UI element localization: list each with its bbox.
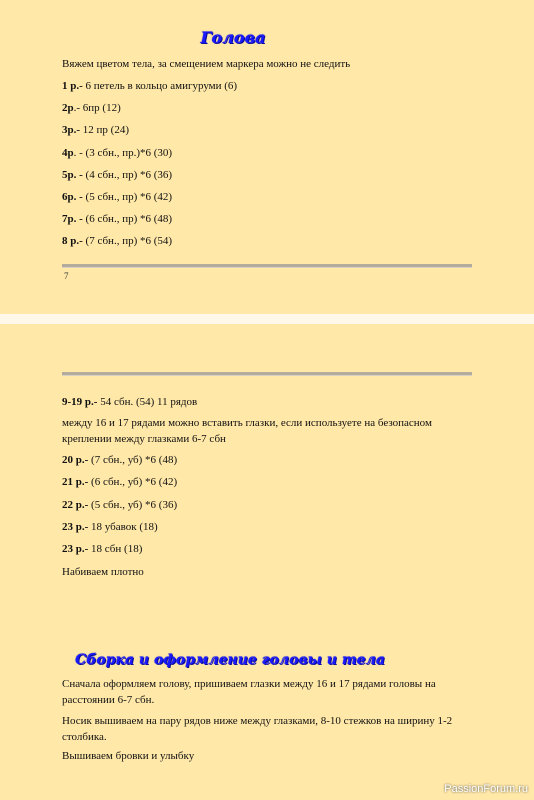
- row-label: 23 р.-: [62, 543, 89, 555]
- row-text: 18 сбн (18): [88, 543, 143, 555]
- row-label: 5р. -: [62, 169, 83, 181]
- row-label: 2р: [62, 102, 74, 114]
- assembly-step-1: Сначала оформляем голову, пришиваем глазки между 16 и 17 рядами головы на расстоянии 6-7 сбн.: [62, 678, 436, 706]
- row-text: (4 сбн., пр) *6 (36): [82, 169, 173, 181]
- eyes-note: между 16 и 17 рядами можно вставить глазки, если используете на безопасном креплении между глазками 6-7 сбн: [62, 417, 432, 445]
- row-line-20: [62, 453, 177, 467]
- heading-assembly: Сборка и оформление головы и тела: [75, 652, 385, 668]
- row-line-2: [62, 101, 121, 115]
- row-label: 21 р.-: [62, 476, 89, 488]
- row-line-22: [62, 498, 177, 512]
- row-text: 54 сбн. (54) 11 рядов: [97, 396, 198, 408]
- assembly-step-3: Вышиваем бровки и улыбку: [62, 750, 195, 762]
- page-gap: [0, 314, 534, 324]
- row-line-3: [62, 123, 129, 137]
- row-label: 8 р.-: [62, 235, 83, 247]
- row-text: .- 6пр (12): [73, 102, 121, 114]
- intro-text: Вяжем цветом тела, за смещением маркера можно не следить: [62, 58, 351, 70]
- row-text: (5 сбн., пр) *6 (42): [82, 191, 173, 203]
- row-text: . - (3 сбн., пр.)*6 (30): [73, 147, 173, 159]
- heading-head: Голова: [200, 28, 266, 47]
- row-label: 6р. -: [62, 191, 83, 203]
- row-text: (7 сбн., уб) *6 (48): [88, 454, 178, 466]
- divider-top: [62, 264, 472, 268]
- row-label: 4р: [62, 147, 74, 159]
- row-line-1: [62, 79, 237, 93]
- row-line-23b: [62, 542, 142, 556]
- row-text: 12 пр (24): [80, 124, 129, 136]
- row-text: (6 сбн., уб) *6 (42): [88, 476, 178, 488]
- row-label: 23 р.-: [62, 521, 89, 533]
- stuffing-note: Набиваем плотно: [62, 566, 144, 578]
- divider-bottom: [62, 372, 472, 376]
- row-text: (7 сбн., пр) *6 (54): [82, 235, 173, 247]
- row-label: 9-19 р.-: [62, 396, 98, 408]
- row-text: (6 сбн., пр) *6 (48): [82, 213, 173, 225]
- row-line-6: [62, 190, 172, 204]
- row-label: 20 р.-: [62, 454, 89, 466]
- page-number: 7: [64, 271, 69, 281]
- row-line-8: [62, 234, 172, 248]
- row-line-9: [62, 395, 197, 409]
- row-label: 7р. -: [62, 213, 83, 225]
- row-line-23a: [62, 520, 158, 534]
- row-label: 3р.-: [62, 124, 81, 136]
- assembly-step-2: Носик вышиваем на пару рядов ниже между глазками, 8-10 стежков на ширину 1-2 столбика.: [62, 715, 453, 743]
- row-text: 18 убавок (18): [88, 521, 158, 533]
- row-text: (5 сбн., уб) *6 (36): [88, 499, 178, 511]
- row-label: 1 р.-: [62, 80, 83, 92]
- row-label: 22 р.-: [62, 499, 89, 511]
- row-line-4: [62, 146, 172, 160]
- row-text: 6 петель в кольцо амигуруми (6): [82, 80, 238, 92]
- row-line-7: [62, 212, 172, 226]
- row-line-5: [62, 168, 172, 182]
- row-line-21: [62, 475, 177, 489]
- watermark: PassionForum.ru: [444, 783, 528, 795]
